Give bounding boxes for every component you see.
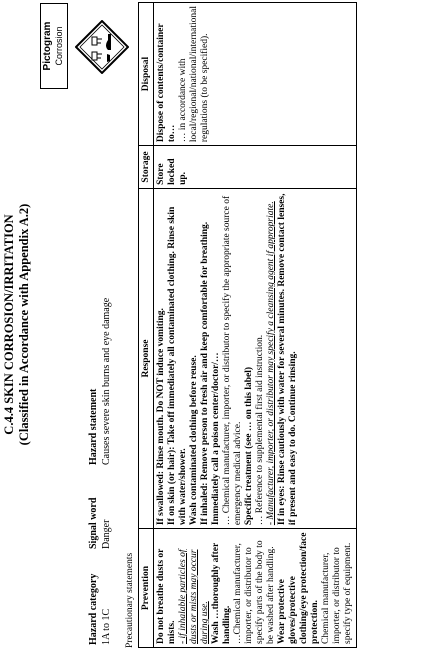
response-text-5: … Chemical manufacturer, importer, or distributor to specify the appropriate source of emergency medical advice. xyxy=(222,195,243,526)
hazard-category-label: Hazard category xyxy=(88,573,99,645)
table-header-row xyxy=(139,3,154,648)
disposal-text: … in accordance with local/regional/national/international regulations (to be specified). xyxy=(178,6,210,143)
hazard-category-value: 1A to 1C xyxy=(101,608,112,645)
table-row xyxy=(154,3,357,648)
prevention-statement-2: Wash …thoroughly after handling. xyxy=(211,543,232,644)
column-header-disposal: Disposal xyxy=(139,3,154,146)
pictogram-subtitle: Corrosion xyxy=(54,26,64,66)
prevention-text-2: …Chemical manufacturer, importer, or distributor to specify parts of the body to be washed after handling. xyxy=(233,540,276,644)
precautionary-table xyxy=(138,2,357,648)
column-header-response: Response xyxy=(139,188,154,528)
response-text-6: … Reference to supplemental first aid instruction. xyxy=(255,334,265,526)
prevention-statement-1: Do not breathe dusts or mists. xyxy=(156,548,177,644)
response-note-6: - Manufacturer, importer, or distributor may specify a cleansing agent if appropriate. xyxy=(266,201,276,526)
response-statement-1: If swallowed: Rinse mouth. Do NOT induce vomiting. xyxy=(156,308,166,526)
prevention-statement-3: Wear protective gloves/protective clothing/eye protection/face protection. xyxy=(277,532,320,644)
response-statement-7: If in eyes: Rinse cautiously with water for several minutes. Remove contact lenses, if present and easy to do. Continue rinsing. xyxy=(277,193,298,526)
signal-word-label: Signal word xyxy=(88,497,99,549)
section-subtitle: (Classified in Accordance with Appendix A.2) xyxy=(17,203,31,446)
disposal-statement: Dispose of contents/container to… xyxy=(156,23,177,143)
section-title: C.4.4 SKIN CORROSION/IRRITATION xyxy=(2,214,16,435)
response-statement-6: Specific treatment (see … on this label) xyxy=(244,366,254,526)
hazard-statement-value: Causes severe skin burns and eye damage xyxy=(101,297,112,465)
column-header-storage: Storage xyxy=(139,146,154,189)
pictogram-title: Pictogram xyxy=(42,21,53,71)
response-cell xyxy=(154,188,357,528)
column-header-prevention: Prevention xyxy=(139,529,154,648)
prevention-cell xyxy=(154,529,357,648)
pictogram-box xyxy=(40,3,68,89)
response-statement-4: If inhaled: Remove person to fresh air and keep comfortable for breathing. xyxy=(200,221,210,526)
signal-word-value: Danger xyxy=(101,519,112,549)
storage-statement: Store locked up. xyxy=(156,158,188,185)
corrosion-icon xyxy=(75,20,129,74)
response-statement-2: If on skin (or hair): Take off immediately all contaminated clothing. Rinse skin with water/shower. xyxy=(167,206,188,526)
storage-cell xyxy=(154,146,357,189)
hazard-statement-label: Hazard statement xyxy=(88,388,99,465)
response-statement-3: Wash contaminated clothing before reuse. xyxy=(189,355,199,526)
prevention-text-3: Chemical manufacturer, importer, or distributor to specify type of equipment. xyxy=(321,542,353,644)
response-statement-5: Immediately call a poison center/doctor/… xyxy=(211,352,221,526)
disposal-cell xyxy=(154,3,357,146)
prevention-note-1: - if inhalable particles of dusts or mists may occur during use. xyxy=(178,549,210,644)
precautionary-statements-label: Precautionary statements xyxy=(125,552,135,648)
